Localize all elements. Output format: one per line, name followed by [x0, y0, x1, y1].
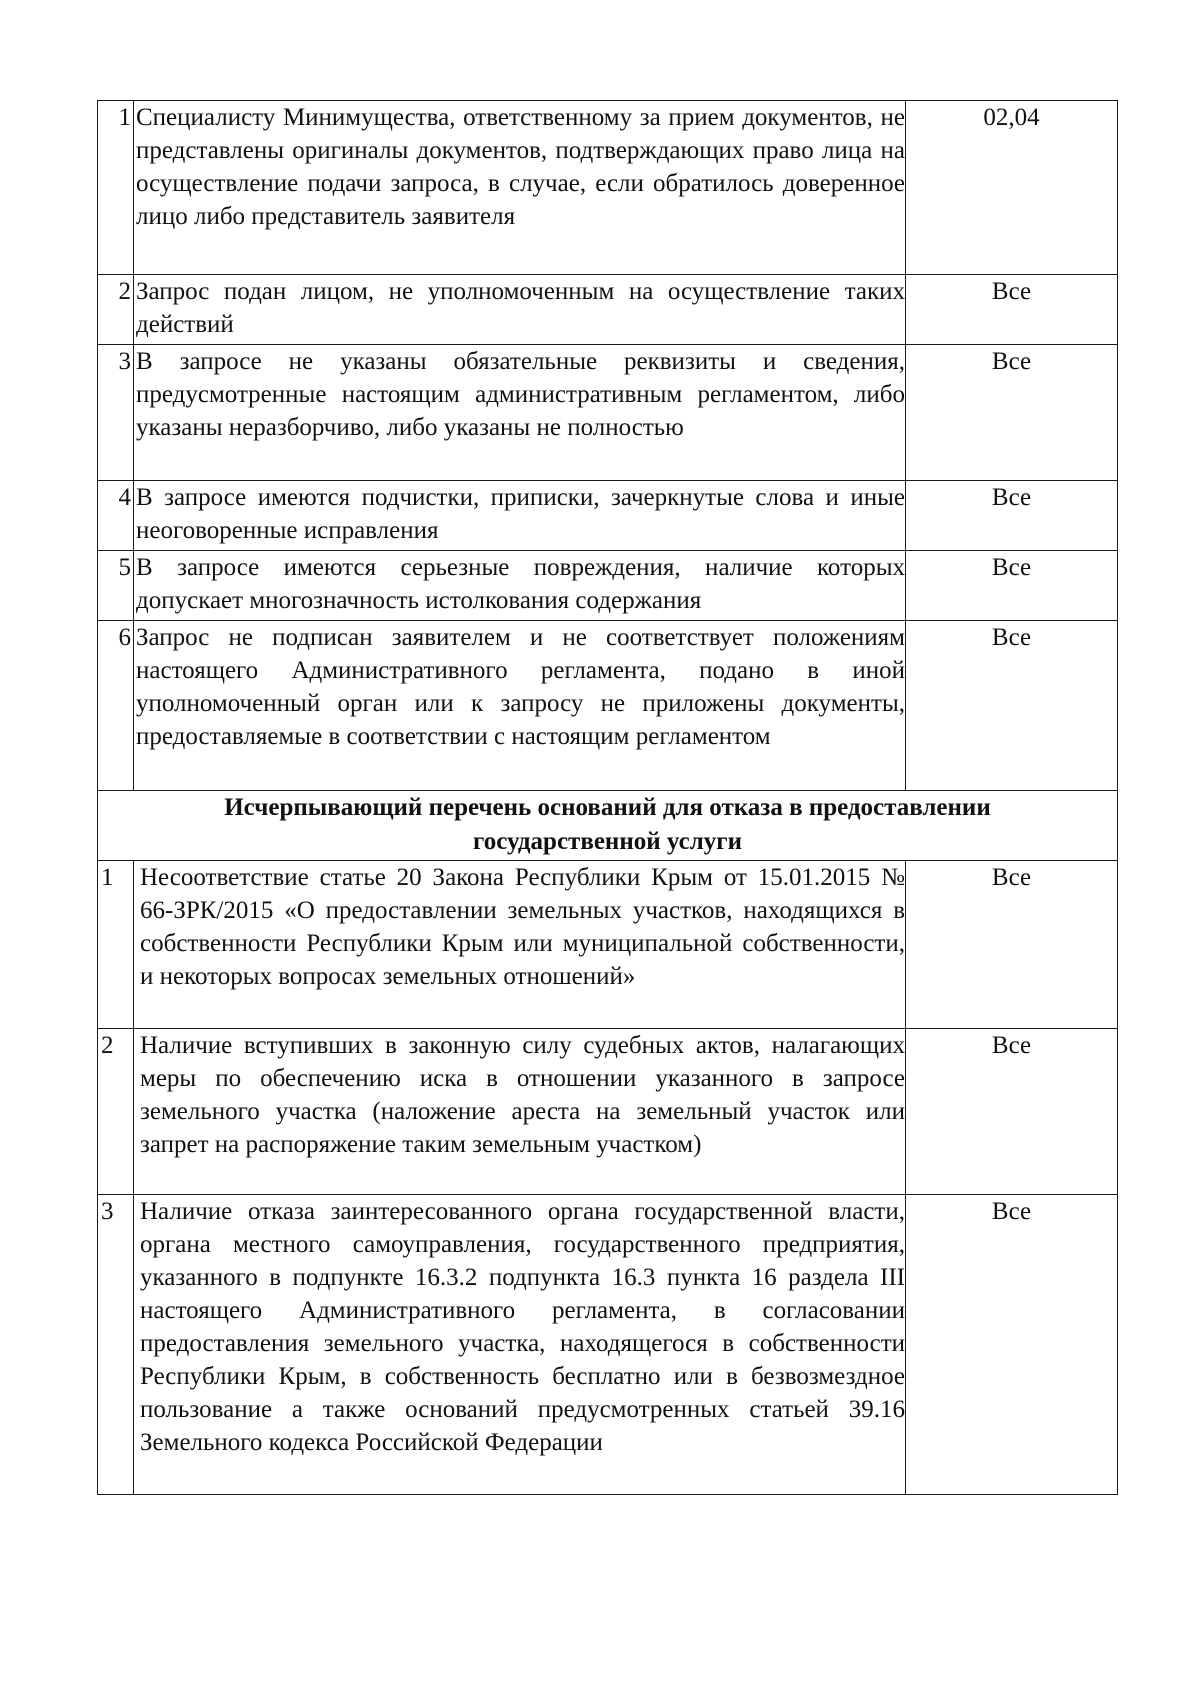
row-number: 3 — [98, 1195, 134, 1495]
row-number: 4 — [98, 481, 134, 551]
row-text: Наличие вступивших в законную силу судебных актов, налагающих меры по обеспечению иска в отношении указанного в запросе земельного участка (наложение ареста на земельный участок или запрет на распоряжение таким земельным участком) — [134, 1029, 906, 1195]
table-row — [98, 621, 1118, 791]
table-row — [98, 1195, 1118, 1495]
table-row — [98, 861, 1118, 1029]
row-applicability: Все — [906, 1029, 1118, 1195]
row-applicability: Все — [906, 1195, 1118, 1495]
row-applicability: Все — [906, 345, 1118, 481]
row-number: 6 — [98, 621, 134, 791]
row-text: Запрос не подписан заявителем и не соответствует положениям настоящего Административного регламента, подано в иной уполномоченный орган или к запросу не приложены документы, предоставляемые в соответствии с настоящим регламентом — [134, 621, 906, 791]
row-number: 1 — [98, 101, 134, 275]
row-text: В запросе имеются серьезные повреждения, наличие которых допускает многозначность истолкования содержания — [134, 551, 906, 621]
row-text: В запросе не указаны обязательные реквизиты и сведения, предусмотренные настоящим административным регламентом, либо указаны неразборчиво, либо указаны не полностью — [134, 345, 906, 481]
row-number: 3 — [98, 345, 134, 481]
grounds-table — [97, 100, 1118, 1495]
row-number: 5 — [98, 551, 134, 621]
row-text: Несоответствие статье 20 Закона Республики Крым от 15.01.2015 № 66-ЗРК/2015 «О предоставлении земельных участков, находящихся в собственности Республики Крым или муниципальной собственности, и некоторых вопросах земельных отношений» — [134, 861, 906, 1029]
row-applicability: 02,04 — [906, 101, 1118, 275]
row-number: 2 — [98, 275, 134, 345]
table-row — [98, 481, 1118, 551]
table-row — [98, 275, 1118, 345]
row-applicability: Все — [906, 551, 1118, 621]
section-heading-row — [98, 791, 1118, 861]
row-text: Специалисту Минимущества, ответственному за прием документов, не представлены оригиналы документов, подтверждающих право лица на осуществление подачи запроса, в случае, если обратилось доверенное лицо либо представитель заявителя — [134, 101, 906, 275]
row-applicability: Все — [906, 275, 1118, 345]
row-applicability: Все — [906, 861, 1118, 1029]
section-heading: Исчерпывающий перечень оснований для отказа в предоставлении государственной услуги — [98, 791, 1118, 861]
table-row — [98, 551, 1118, 621]
table-row — [98, 101, 1118, 275]
row-number: 1 — [98, 861, 134, 1029]
row-applicability: Все — [906, 481, 1118, 551]
table-row — [98, 345, 1118, 481]
row-applicability: Все — [906, 621, 1118, 791]
row-text: Запрос подан лицом, не уполномоченным на осуществление таких действий — [134, 275, 906, 345]
row-number: 2 — [98, 1029, 134, 1195]
row-text: В запросе имеются подчистки, приписки, зачеркнутые слова и иные неоговоренные исправления — [134, 481, 906, 551]
row-text: Наличие отказа заинтересованного органа государственной власти, органа местного самоуправления, государственного предприятия, указанного в подпункте 16.3.2 подпункта 16.3 пункта 16 раздела III настоящего Административного регламента, в согласовании предоставления земельного участка, находящегося в собственности Республики Крым, в собственность бесплатно или в безвозмездное пользование а также оснований предусмотренных статьей 39.16 Земельного кодекса Российской Федерации — [134, 1195, 906, 1495]
table-row — [98, 1029, 1118, 1195]
